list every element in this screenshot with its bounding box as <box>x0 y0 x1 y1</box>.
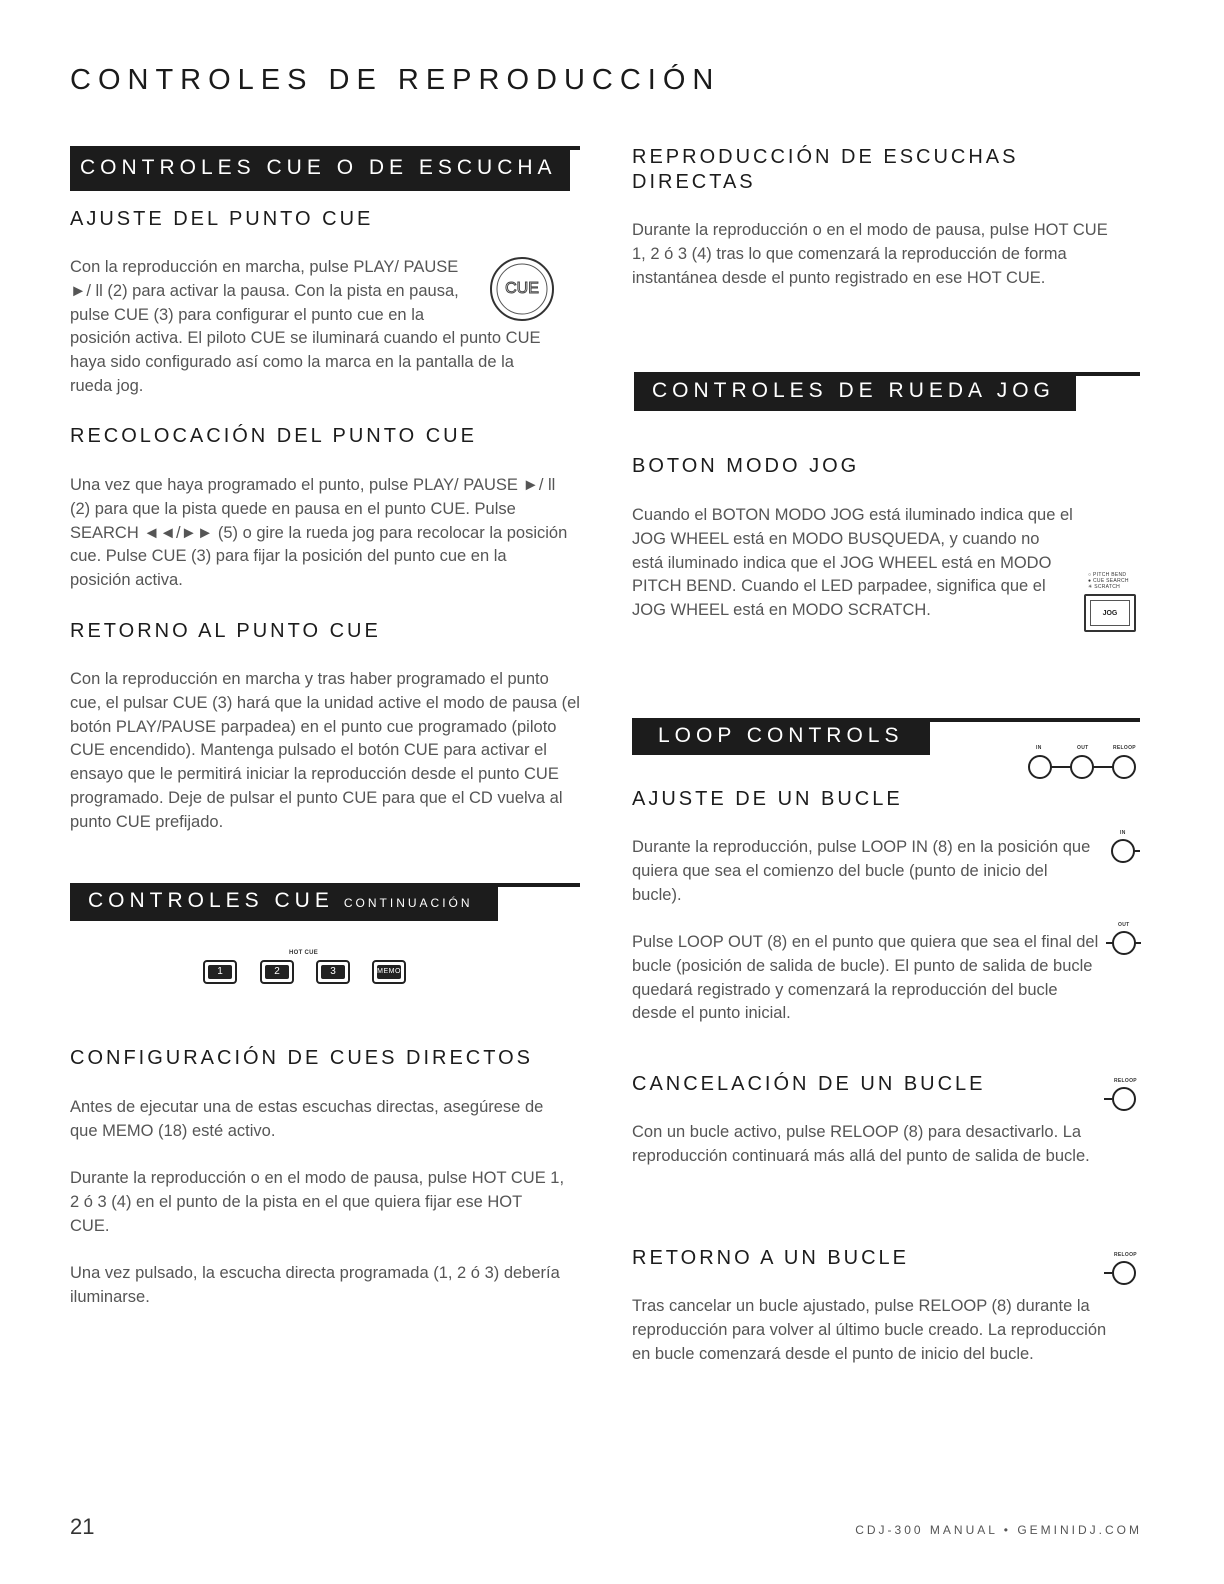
page-title: CONTROLES DE REPRODUCCIÓN <box>70 64 721 96</box>
cue-button-icon <box>489 256 555 322</box>
jog-button-label: JOG <box>1090 600 1130 626</box>
hotcue-button-1-icon <box>203 960 237 984</box>
loop-in-label: IN <box>1120 830 1126 836</box>
reloop-label: RELOOP <box>1113 745 1136 751</box>
section-header-jog <box>634 372 1076 411</box>
memo-button-icon <box>372 960 406 984</box>
hotcue-button-3-icon <box>316 960 350 984</box>
heading-configuracion-cues: CONFIGURACIÓN DE CUES DIRECTOS <box>70 1047 533 1069</box>
paragraph-text: Cuando el BOTON MODO JOG está iluminado indica que el JOG WHEEL está en MODO BUSQUEDA, y cuando no está iluminado indica que el JOG WHEEL está en MODO PITCH BEND. Cuando el LED parpadee, significa que el JOG WHEEL está en MODO SCRATCH. <box>632 506 1073 620</box>
memo-button-label: MEMO <box>377 965 401 979</box>
jog-mode-cue-search: ● CUE SEARCH <box>1088 578 1129 584</box>
hotcue-button-label: 2 <box>265 965 289 979</box>
heading-cancelacion-bucle: CANCELACIÓN DE UN BUCLE <box>632 1073 986 1095</box>
heading-reproduccion-escuchas: REPRODUCCIÓN DE ESCUCHAS DIRECTAS <box>632 146 1019 193</box>
jog-button-frame <box>1084 594 1136 632</box>
loop-in-label: IN <box>1036 745 1042 751</box>
section-header-loop <box>632 718 930 755</box>
loop-out-icon <box>1104 922 1142 958</box>
section-header-label: CONTROLES DE RUEDA JOG <box>652 379 1055 402</box>
section-header-cue-continuation <box>70 883 498 921</box>
hotcue-label: HOT CUE <box>289 950 319 956</box>
jog-button-icon <box>1080 572 1142 634</box>
paragraph-ajuste-punto-cue <box>70 256 555 399</box>
paragraph-recolocacion-punto-cue: Una vez que haya programado el punto, pulse PLAY/ PAUSE ►/ ll (2) para que la pista quede en pausa en el punto CUE. Pulse SEARCH ◄◄/►► (5) o gire la rueda jog para recolocar la posición cue. Pulse CUE (3) para fijar la posición del punto cue en la posición activa. <box>70 476 568 590</box>
loop-out-label: OUT <box>1118 922 1130 928</box>
paragraph-retorno-punto-cue: Con la reproducción en marcha y tras haber programado el punto cue, el pulsar CUE (3) hará que la unidad active el modo de pausa (el botón PLAY/PAUSE parpadea) en el punto cue programado (piloto CUE encendido). Mantenga pulsado el botón CUE para activar el ensayo que le permitirá iniciar la reproducción desde el punto CUE programado. Deje de pulsar el punto CUE para que el CD vuelva al punto CUE prefijado. <box>70 670 580 831</box>
heading-retorno-punto-cue: RETORNO AL PUNTO CUE <box>70 620 381 642</box>
reloop-label: RELOOP <box>1114 1078 1137 1084</box>
reloop-icon <box>1102 1252 1142 1288</box>
section-header-label: CONTROLES CUE O DE ESCUCHA <box>80 156 557 179</box>
paragraph-retorno-bucle: Tras cancelar un bucle ajustado, pulse RELOOP (8) durante la reproducción para volver al último bucle creado. La reproducción en bucle comenzará desde el punto de inicio del bucle. <box>632 1297 1107 1363</box>
paragraph-config-1: Antes de ejecutar una de estas escuchas directas, asegúrese de que MEMO (18) esté activo. <box>70 1098 544 1140</box>
hotcue-button-label: 1 <box>208 965 232 979</box>
heading-retorno-bucle: RETORNO A UN BUCLE <box>632 1247 910 1269</box>
paragraph-text: Con la reproducción en marcha, pulse PLAY/ PAUSE ►/ ll (2) para activar la pausa. Con la pista en pausa, pulse CUE (3) para configurar el punto cue en la posición activa. El piloto CUE se iluminará cuando el punto CUE haya sido configurado así como la marca en la pantalla de la rueda jog. <box>70 258 541 395</box>
cue-icon-label: CUE <box>505 280 539 297</box>
loop-out-label: OUT <box>1077 745 1089 751</box>
loop-buttons-icon <box>1026 745 1140 781</box>
paragraph-reproduccion-escuchas: Durante la reproducción o en el modo de pausa, pulse HOT CUE 1, 2 ó 3 (4) tras lo que comenzará la reproducción de forma instantánea desde el punto registrado en ese HOT CUE. <box>632 221 1108 287</box>
paragraph-boton-modo-jog <box>632 504 1142 634</box>
reloop-label: RELOOP <box>1114 1252 1137 1258</box>
paragraph-cancelacion-bucle: Con un bucle activo, pulse RELOOP (8) para desactivarlo. La reproducción continuará más allá del punto de salida de bucle. <box>632 1123 1090 1165</box>
jog-mode-label: SCRATCH <box>1094 584 1121 590</box>
footer-manual-url: CDJ-300 MANUAL • GEMINIDJ.COM <box>855 1523 1142 1537</box>
jog-mode-label: CUE SEARCH <box>1093 578 1129 584</box>
jog-mode-pitch-bend: ○ PITCH BEND <box>1088 572 1127 578</box>
section-header-label: CONTROLES CUE <box>88 889 334 912</box>
jog-mode-scratch: ✳ SCRATCH <box>1088 584 1121 590</box>
heading-recolocacion-punto-cue: RECOLOCACIÓN DEL PUNTO CUE <box>70 425 477 447</box>
heading-ajuste-punto-cue: AJUSTE DEL PUNTO CUE <box>70 208 374 230</box>
paragraph-config-3: Una vez pulsado, la escucha directa programada (1, 2 ó 3) debería iluminarse. <box>70 1264 560 1306</box>
reloop-icon <box>1102 1078 1142 1114</box>
heading-ajuste-bucle: AJUSTE DE UN BUCLE <box>632 788 903 810</box>
paragraph-ajuste-bucle-2: Pulse LOOP OUT (8) en el punto que quiera que sea el final del bucle (posición de salida de bucle). El punto de salida de bucle quedará registrado y comenzará la reproducción del bucle desde el punto inicial. <box>632 933 1099 1023</box>
paragraph-config-2: Durante la reproducción o en el modo de pausa, pulse HOT CUE 1, 2 ó 3 (4) en el punto de la pista en el que quiera fijar ese HOT CUE. <box>70 1169 565 1235</box>
paragraph-ajuste-bucle-1: Durante la reproducción, pulse LOOP IN (8) en la posición que quiera que sea el comienzo del bucle (punto de inicio del bucle). <box>632 838 1091 904</box>
section-header-cue-controls <box>70 146 570 191</box>
page-number: 21 <box>70 1514 95 1539</box>
loop-in-icon <box>1108 830 1142 866</box>
hotcue-button-2-icon <box>260 960 294 984</box>
hotcue-button-label: 3 <box>321 965 345 979</box>
section-header-sublabel: CONTINUACIÓN <box>343 896 473 910</box>
section-header-label: LOOP CONTROLS <box>658 724 904 747</box>
jog-mode-label: PITCH BEND <box>1093 572 1127 578</box>
heading-boton-modo-jog: BOTON MODO JOG <box>632 455 860 477</box>
